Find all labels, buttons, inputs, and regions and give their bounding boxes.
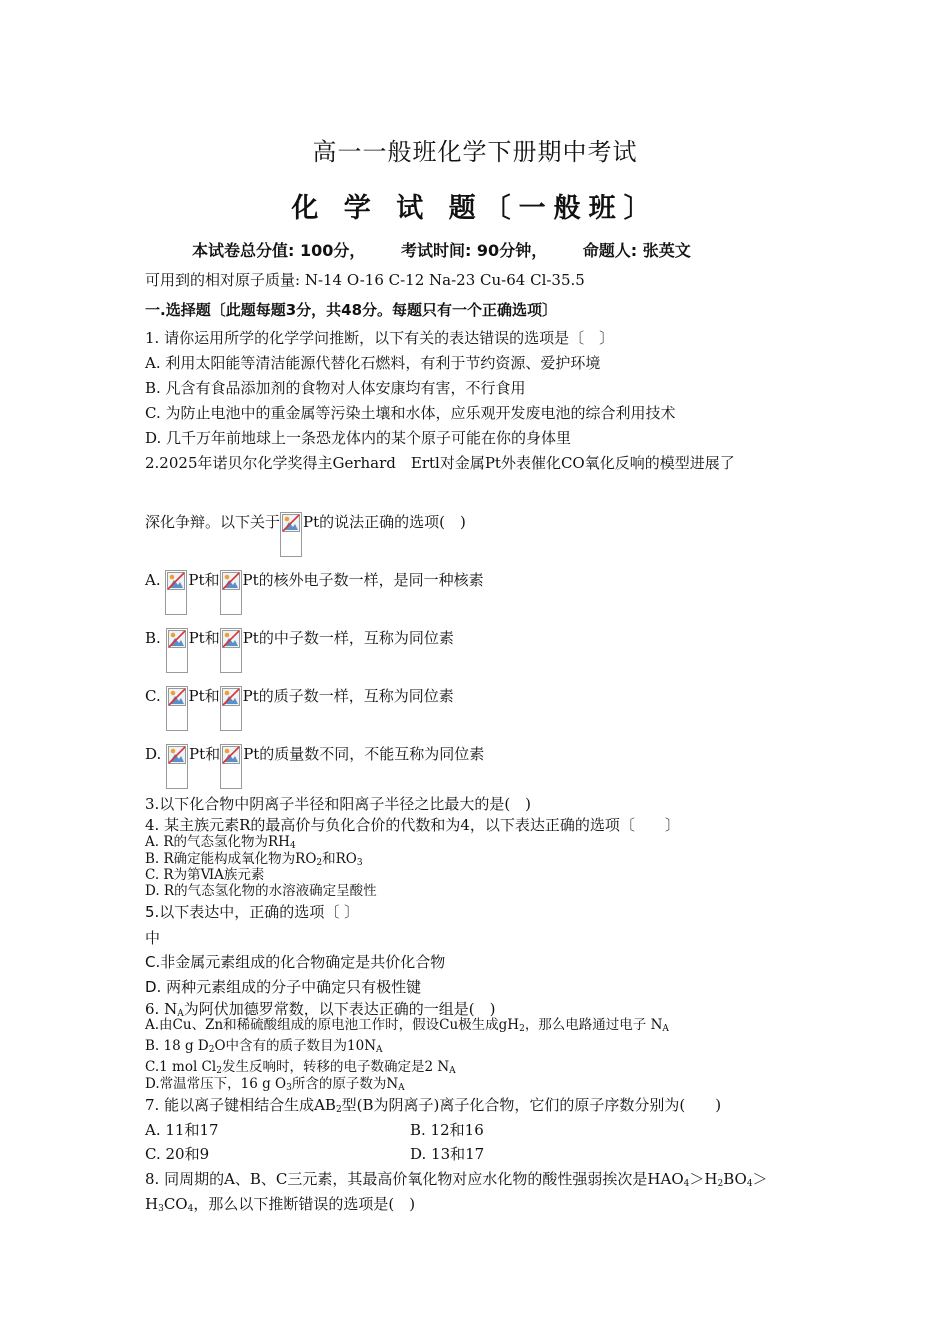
time-info: 考试时间: 90分钟， <box>400 241 548 260</box>
q2-option-a <box>145 570 484 615</box>
atomic-masses: 可用到的相对原子质量: N-14 O-16 C-12 Na-23 Cu-64 Cl-35.5 <box>145 271 585 289</box>
q2-stem-line1: 2.2025年诺贝尔化学奖得主Gerhard Ertl对金属Pt外表催化CO氧化反响的模型进展了 <box>145 454 735 472</box>
broken-image-icon <box>166 628 188 673</box>
text: A. R的气态氢化物为RH <box>145 834 290 850</box>
text: 所含的原子数为N <box>291 1076 399 1092</box>
subscript: 4 <box>289 841 296 851</box>
section-heading: 一.选择题〔此题每题3分，共48分。每题只有一个正确选项〕 <box>145 301 558 319</box>
q7-option-b: B. 12和16 <box>410 1121 484 1139</box>
q4-option-c: C. R为第ⅥA族元素 <box>145 867 265 883</box>
text: B. 18 g D <box>145 1038 209 1054</box>
option-text: Pt的质量数不同，不能互称为同位素 <box>243 745 485 763</box>
conjunction: 和 <box>204 629 220 647</box>
conjunction: 和 <box>204 571 220 589</box>
option-label: B. <box>145 629 161 647</box>
exam-title: 高一一般班化学下册期中考试 <box>312 138 638 166</box>
q1-option-c: C. 为防止电池中的重金属等污染土壤和水体，应乐观开发废电池的综合利用技术 <box>145 404 676 422</box>
q5-stem: 5.以下表达中，正确的选项〔 〕 <box>145 903 360 921</box>
conjunction: 和 <box>205 745 221 763</box>
q7-option-d: D. 13和17 <box>410 1145 485 1163</box>
text: 6. N <box>145 1000 178 1018</box>
subscript: 4 <box>187 1204 194 1214</box>
pt-symbol: Pt <box>188 687 205 705</box>
text: 和RO <box>322 851 357 867</box>
q5-fragment: 中 <box>145 929 161 947</box>
text: ，那么以下推断错误的选项是( ) <box>193 1195 416 1213</box>
broken-image-icon <box>166 686 188 731</box>
subscript: A <box>449 1066 456 1076</box>
text: 为阿伏加德罗常数，以下表达正确的一组是( ) <box>183 1000 496 1018</box>
pt-symbol: Pt <box>189 745 206 763</box>
subscript: 3 <box>158 1204 164 1214</box>
text: B. R确定能构成氧化物为RO <box>145 851 317 867</box>
subscript: A <box>398 1083 405 1093</box>
option-label: A. <box>145 571 161 589</box>
subscript: 2 <box>335 1105 342 1115</box>
q2-stem-pre: 深化争辩。以下关于 <box>145 513 281 531</box>
text: 8. 同周期的A、B、C三元素，其最高价氧化物对应水化物的酸性强弱挨次是HAO <box>145 1170 684 1188</box>
subscript: A <box>662 1024 669 1034</box>
subscript: 4 <box>746 1179 753 1189</box>
subscript: 2 <box>519 1024 525 1034</box>
option-text: Pt的质子数一样，互称为同位素 <box>242 687 454 705</box>
conjunction: 和 <box>204 687 220 705</box>
paper-title: 化 学 试 题〔一般班〕 <box>291 193 659 224</box>
q1-option-d: D. 几千万年前地球上一条恐龙体内的某个原子可能在你的身体里 <box>145 429 572 447</box>
broken-image-icon <box>220 686 242 731</box>
q2-option-b <box>145 628 454 673</box>
q1-option-b: B. 凡含有食品添加剂的食物对人体安康均有害，不行食用 <box>145 379 526 397</box>
text: 7. 能以离子键相结合生成AB <box>145 1096 336 1114</box>
subscript: 2 <box>717 1179 724 1189</box>
broken-image-icon <box>165 570 187 615</box>
broken-image-icon <box>220 570 242 615</box>
text: H <box>145 1195 159 1213</box>
option-label: C. <box>145 687 161 705</box>
q5-option-c: C.非金属元素组成的化合物确定是共价化合物 <box>145 953 446 971</box>
q2-option-c <box>145 686 454 731</box>
broken-image-icon <box>220 744 242 789</box>
subscript: 4 <box>683 1179 690 1189</box>
option-label: D. <box>145 745 162 763</box>
q7-option-a: A. 11和17 <box>145 1121 219 1139</box>
q8-stem-line2 <box>145 1194 415 1219</box>
q8-stem-line1 <box>145 1169 768 1194</box>
pt-symbol: Pt <box>188 571 205 589</box>
text: CO <box>163 1195 188 1213</box>
text: C.1 mol Cl <box>145 1059 217 1075</box>
q4-stem: 4. 某主族元素R的最高价与负化合价的代数和为4，以下表达正确的选项〔 〕 <box>145 816 680 834</box>
q3-stem: 3.以下化合物中阴离子半径和阳离子半径之比最大的是( ) <box>145 795 532 813</box>
pt-symbol: Pt <box>188 629 205 647</box>
q6-option-a <box>145 1017 669 1038</box>
broken-image-icon <box>280 512 302 557</box>
text: ＞H <box>689 1170 718 1188</box>
text: 型(B为阴离子)离子化合物，它们的原子序数分别为( ) <box>341 1096 722 1114</box>
text: ＞ <box>752 1170 768 1188</box>
text: ，那么电路通过电子 N <box>524 1017 663 1033</box>
subscript: 2 <box>316 858 323 868</box>
option-text: Pt的中子数一样，互称为同位素 <box>242 629 454 647</box>
text: 发生反响时，转移的电子数确定是2 N <box>221 1059 450 1075</box>
exam-info <box>192 238 721 261</box>
author-info: 命题人: 张英文 <box>582 241 691 260</box>
q6-option-d <box>145 1076 405 1097</box>
text: D.常温常压下，16 g O <box>145 1076 287 1092</box>
subscript: 3 <box>286 1083 292 1093</box>
q1-option-a: A. 利用太阳能等清洁能源代替化石燃料，有利于节约资源、爱护环境 <box>145 354 601 372</box>
option-text: Pt的核外电子数一样，是同一种核素 <box>242 571 484 589</box>
subscript: 3 <box>356 858 363 868</box>
q2-option-d <box>145 744 484 789</box>
q4-option-d: D. R的气态氢化物的水溶液确定呈酸性 <box>145 883 377 899</box>
subscript: A <box>177 1009 184 1019</box>
text: A.由Cu、Zn和稀硫酸组成的原电池工作时，假设Cu极生成gH <box>145 1017 520 1033</box>
text: BO <box>723 1170 747 1188</box>
broken-image-icon <box>166 744 188 789</box>
broken-image-icon <box>220 628 242 673</box>
q7-stem <box>145 1095 721 1120</box>
score-info: 本试卷总分值: 100分， <box>192 241 366 260</box>
text: O中含有的质子数目为10N <box>214 1038 377 1054</box>
q1-stem: 1. 请你运用所学的化学学问推断，以下有关的表达错误的选项是〔 〕 <box>145 329 615 347</box>
q2-stem-post: Pt的说法正确的选项( ) <box>303 513 466 531</box>
q7-option-c: C. 20和9 <box>145 1145 210 1163</box>
q5-option-d: D. 两种元素组成的分子中确定只有极性键 <box>145 978 422 996</box>
q2-stem-line2 <box>145 512 466 557</box>
subscript: 2 <box>216 1066 222 1076</box>
subscript: 2 <box>208 1045 215 1055</box>
q6-option-b <box>145 1038 383 1059</box>
subscript: A <box>376 1045 383 1055</box>
